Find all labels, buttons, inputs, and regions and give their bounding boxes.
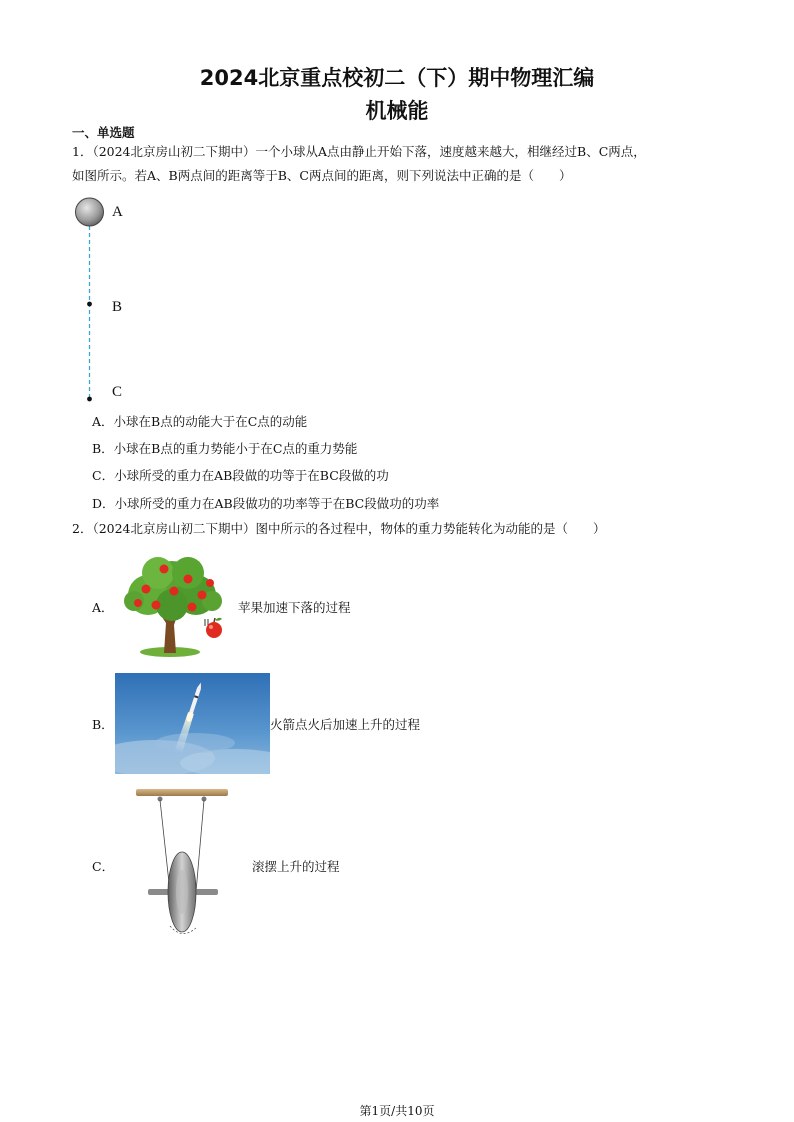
q1-point-c-dot <box>87 397 92 402</box>
page-number: 第1页/共10页 <box>359 1104 435 1118</box>
q2-option-b-letter[interactable]: B． <box>92 717 114 732</box>
document-subtitle: 机械能 <box>365 99 429 123</box>
q1-option-a[interactable]: A．小球在B点的动能大于在C点的动能 <box>92 414 308 429</box>
q1-stem-line1: 1．（2024北京房山初二下期中）一个小球从A点由静止开始下落，速度越来越大，相继经过B、C两点， <box>72 144 646 159</box>
q1-ball-icon <box>76 198 104 226</box>
q2-option-a-text[interactable]: 苹果加速下落的过程 <box>238 600 351 615</box>
q2-stem-line1: 2．（2024北京房山初二下期中）图中所示的各过程中，物体的重力势能转化为动能的是（ ） <box>72 521 606 536</box>
q1-option-c[interactable]: C．小球所受的重力在AB段做的功等于在BC段做的功 <box>92 468 389 483</box>
apple-tree-icon <box>114 553 230 659</box>
q2-option-c-text[interactable]: 滚摆上升的过程 <box>252 859 340 874</box>
q1-point-c-label: C <box>112 384 123 400</box>
rocket-launch-icon <box>115 673 270 774</box>
maxwell-pendulum-icon <box>134 786 230 944</box>
q2-option-b-text[interactable]: 火箭点火后加速上升的过程 <box>270 717 421 732</box>
q1-point-a-label: A <box>112 204 123 220</box>
q1-point-b-label: B <box>112 299 123 315</box>
q1-stem-line2: 如图所示。若A、B两点间的距离等于B、C两点间的距离，则下列说法中正确的是（ ） <box>72 168 572 183</box>
q2-option-c-letter[interactable]: C． <box>92 859 115 874</box>
q1-option-b[interactable]: B．小球在B点的重力势能小于在C点的重力势能 <box>92 441 358 456</box>
q2-option-a-letter[interactable]: A． <box>92 600 114 615</box>
section-heading: 一、单选题 <box>72 125 135 140</box>
q1-point-b-dot <box>87 302 92 307</box>
q1-falling-ball-figure <box>70 196 150 406</box>
document-title: 2024北京重点校初二（下）期中物理汇编 <box>199 66 595 90</box>
q1-option-d[interactable]: D．小球所受的重力在AB段做功的功率等于在BC段做功的功率 <box>92 496 440 511</box>
